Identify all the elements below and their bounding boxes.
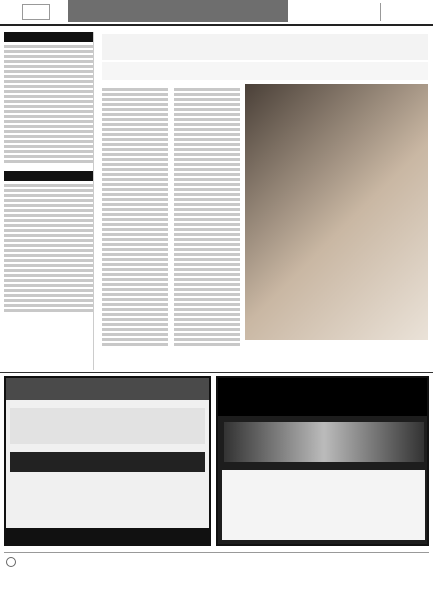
advertisement-left	[4, 376, 211, 546]
main-article-col-1	[102, 86, 168, 370]
left-column	[4, 32, 94, 370]
ad-left-footer	[6, 528, 209, 544]
page-footer	[4, 552, 429, 596]
main-article-title	[102, 34, 428, 60]
ad-left-headline	[6, 378, 209, 400]
ad-left-credit	[10, 452, 205, 472]
section-banner	[68, 0, 288, 22]
ad-right-products	[222, 470, 425, 540]
ads-divider	[0, 372, 433, 373]
footer-icon	[6, 557, 16, 567]
paper-logo	[22, 4, 50, 20]
ad-left-body	[10, 408, 205, 444]
masthead	[0, 0, 433, 26]
main-article-col-2	[174, 86, 240, 370]
article-photo	[245, 84, 428, 340]
ad-right-lamps-image	[224, 422, 424, 462]
main-article-subtitle	[102, 62, 428, 80]
left-article-2-heading	[4, 171, 93, 181]
advertisement-right	[216, 376, 429, 546]
left-article-heading	[4, 32, 93, 42]
ad-right-headline	[218, 378, 427, 416]
date-info	[380, 3, 428, 21]
left-article-body	[4, 45, 93, 163]
left-article-2-body	[4, 184, 93, 312]
